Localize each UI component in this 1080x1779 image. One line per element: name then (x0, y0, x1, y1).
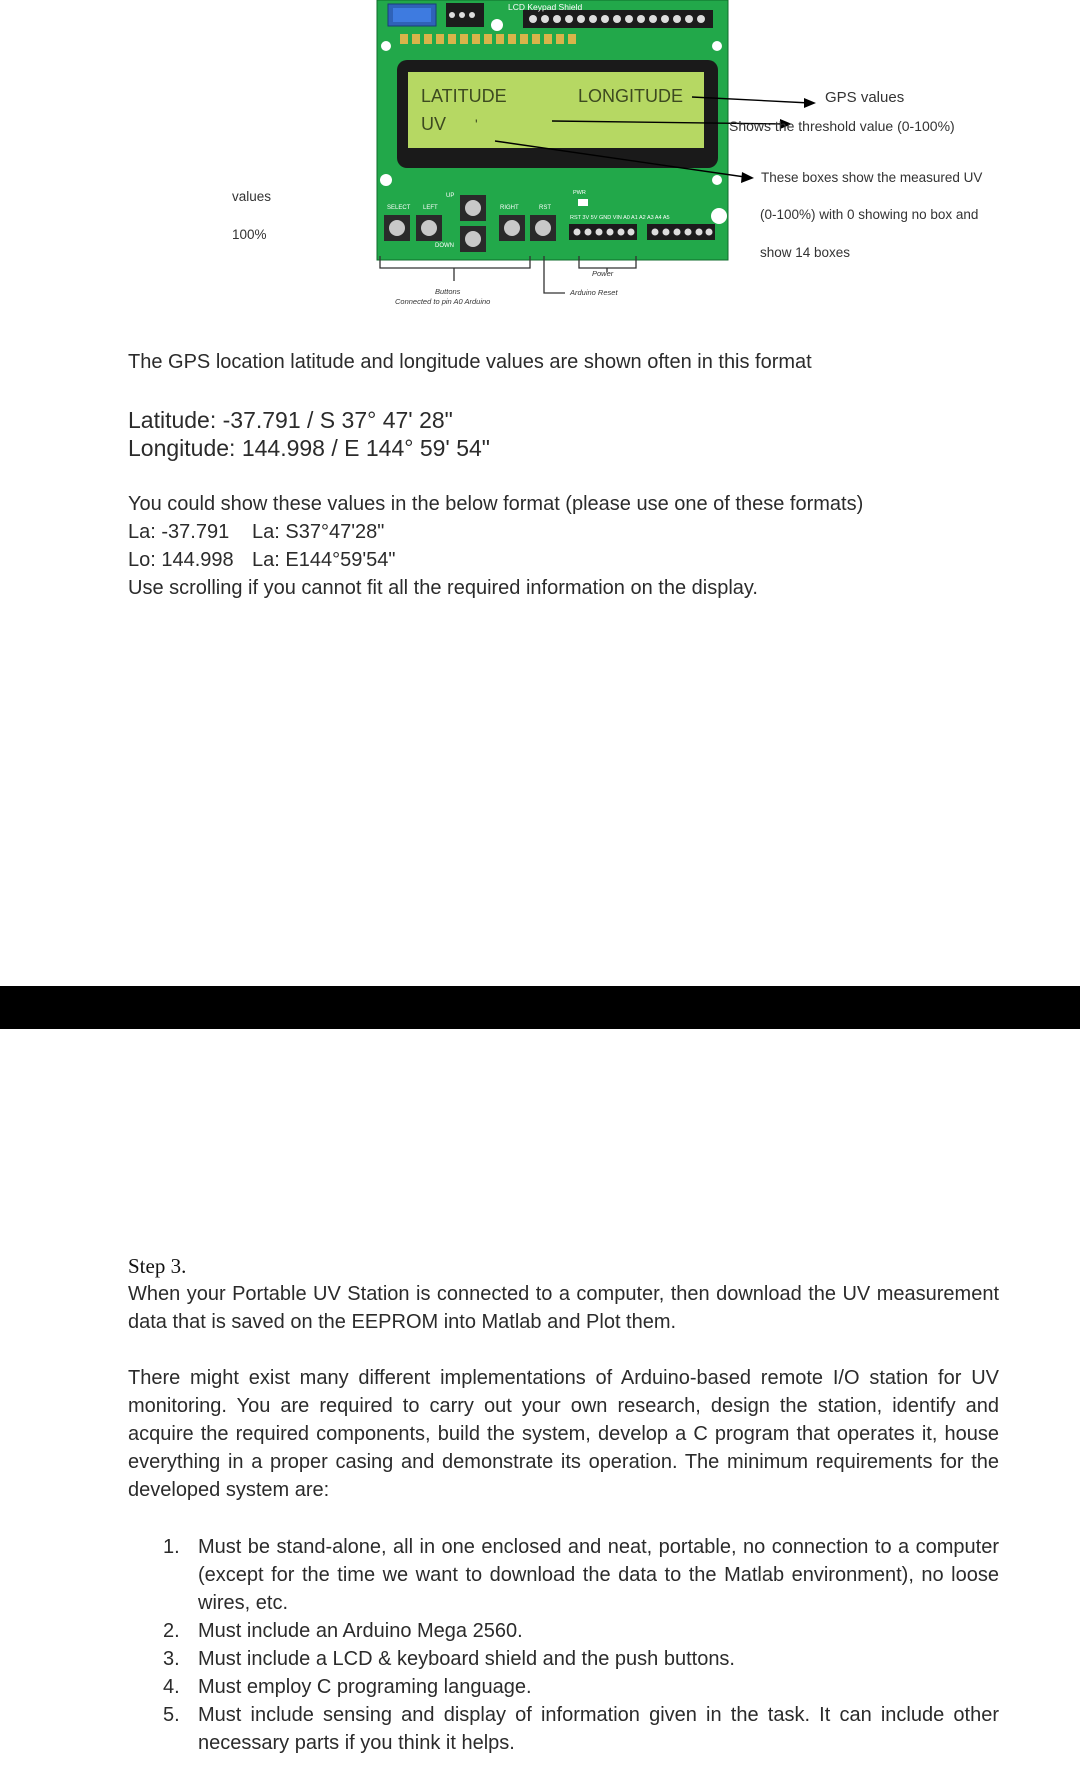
btn-right-label: RIGHT (500, 205, 519, 211)
list-item-number: 5. (163, 1704, 180, 1726)
step-text: When your Portable UV Station is connected to a computer, then download the UV measurement data that is saved on the EEPROM into Matlab and Plot them. (128, 1283, 999, 1333)
lcd-uv-label: UV (421, 114, 447, 134)
reset-label: Arduino Reset (570, 288, 618, 297)
list-item-number: 2. (163, 1620, 180, 1642)
btn-rst-label: RST (539, 205, 551, 211)
shield-title: LCD Keypad Shield (508, 2, 583, 12)
btn-down-label: DOWN (435, 243, 454, 249)
pwr-label: PWR (573, 190, 586, 196)
list-item-text: Must employ C programing language. (198, 1676, 532, 1698)
requirements-list (128, 1533, 999, 1757)
step-heading: Step 3. (128, 1254, 187, 1278)
list-item-number: 4. (163, 1676, 180, 1698)
lcd-diagram (0, 0, 1080, 320)
btn-select-label: SELECT (387, 205, 411, 211)
page-separator-band (0, 986, 1080, 1029)
lcd-longitude-label: LONGITUDE (578, 86, 684, 106)
list-item (128, 1617, 999, 1645)
btn-up-label: UP (446, 193, 455, 199)
lcd-latitude-label: LATITUDE (421, 86, 507, 106)
scrolling-note: Use scrolling if you cannot fit all the required information on the display. (128, 577, 758, 599)
header-pins-label: RST 3V 5V GND VIN A0 A1 A2 A3 A4 A5 (570, 215, 670, 221)
annotation-boxes-line1: These boxes show the measured UV (761, 170, 983, 185)
list-item (128, 1645, 999, 1673)
power-label: Power (592, 269, 614, 278)
list-item-text: Must include sensing and display of information given in the task. It can include other necessary parts if you think it helps. (198, 1704, 999, 1754)
buttons-label: Buttons (435, 287, 461, 296)
annotation-boxes-line3: show 14 boxes (760, 245, 851, 260)
left-percent-label: 100% (232, 227, 267, 242)
list-item (128, 1533, 999, 1617)
lcd-screen (408, 72, 704, 148)
list-item-text: Must include a LCD & keyboard shield and the push buttons. (198, 1648, 735, 1670)
format-latitude-dms: La: S37°47'28" (252, 521, 385, 543)
btn-left-label: LEFT (423, 205, 438, 211)
left-values-label: values (232, 189, 272, 204)
buttons-sublabel: Connected to pin A0 Arduino (395, 297, 491, 306)
list-item-number: 1. (163, 1536, 180, 1558)
format-latitude-decimal: La: -37.791 (128, 521, 230, 543)
longitude-line: Longitude: 144.998 / E 144° 59' 54" (128, 435, 490, 461)
annotation-boxes-line2: (0-100%) with 0 showing no box and (760, 207, 979, 222)
lcd-shield-illustration (0, 0, 1080, 320)
format-longitude-dms: La: E144°59'54" (252, 549, 396, 571)
gps-intro: The GPS location latitude and longitude values are shown often in this format (128, 351, 812, 373)
list-item-text: Must be stand-alone, all in one enclosed and neat, portable, no connection to a computer (except for the time we want to download the data to the Matlab environment), no loose wires, etc. (198, 1536, 999, 1614)
list-item-text: Must include an Arduino Mega 2560. (198, 1620, 523, 1642)
annotation-gps: GPS values (825, 89, 905, 106)
requirements-paragraph: There might exist many different implementations of Arduino-based remote I/O station for UV monitoring. You are required to carry out your own research, design the station, identify and acquire the required components, build the system, develop a C program that operates it, house everything in a proper casing and demonstrate its operation. The minimum requirements for the developed system are: (128, 1367, 999, 1501)
mount-hole (491, 19, 503, 31)
lcd-uv-mark: ' (475, 116, 478, 132)
latitude-line: Latitude: -37.791 / S 37° 47' 28" (128, 407, 453, 433)
list-item (128, 1673, 999, 1701)
list-item-number: 3. (163, 1648, 180, 1670)
format-longitude-decimal: Lo: 144.998 (128, 549, 234, 571)
format-intro: You could show these values in the below format (please use one of these formats) (128, 493, 864, 515)
annotation-threshold: Shows the threshold value (0-100%) (729, 118, 955, 134)
list-item (128, 1701, 999, 1757)
